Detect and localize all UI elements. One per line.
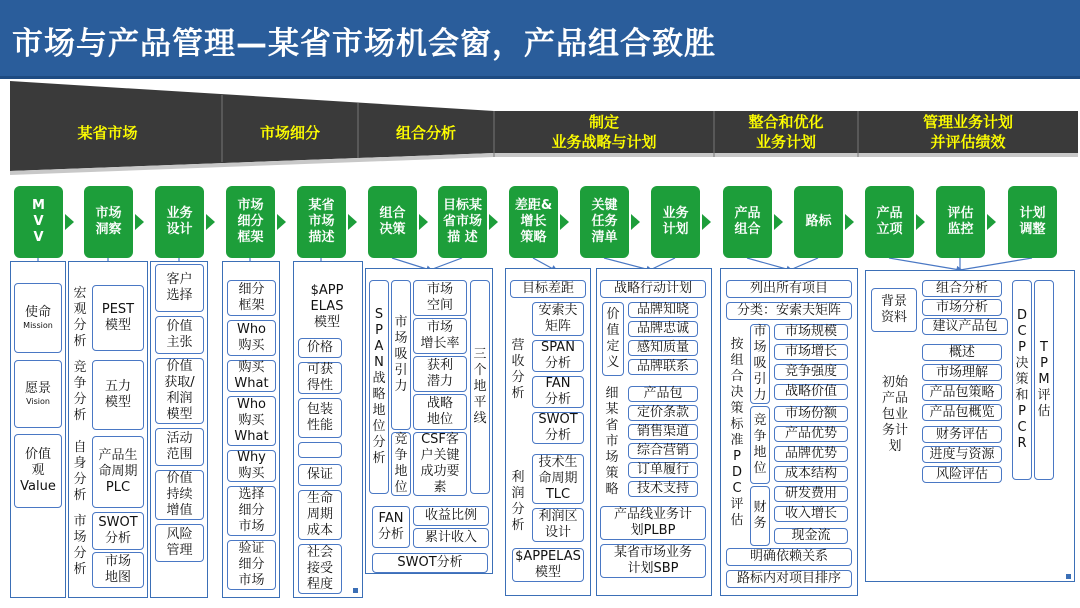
phase-label-5: 整合和优化 业务计划 bbox=[748, 113, 824, 151]
manage-market-analysis: 市场分析 bbox=[922, 299, 1002, 316]
fan-growth: FAN 分析 bbox=[532, 376, 584, 408]
step-market-description: 某省 市场 描述 bbox=[297, 186, 346, 258]
list-all-projects: 列出所有项目 bbox=[726, 280, 852, 298]
value-definition: 价 值 定 义 bbox=[602, 302, 624, 376]
page-title: 市场与产品管理—某省市场机会窗，产品组合致胜 bbox=[12, 26, 716, 62]
plc-model: 产品生 命周期 PLC bbox=[92, 436, 144, 508]
product-package: 产品包 bbox=[628, 386, 698, 402]
brand-association: 品牌联系 bbox=[628, 359, 698, 375]
design-value-capture: 价值 获取/ 利润 模型 bbox=[155, 358, 204, 424]
attract-strategic-position: 战略 地位 bbox=[413, 394, 467, 430]
project-ordering: 路标内对项目排序 bbox=[726, 570, 852, 588]
profit-ratio: 收益比例 bbox=[413, 506, 489, 526]
step-portfolio-decision: 组合 决策 bbox=[368, 186, 417, 258]
span-analysis: S P A N 战 略 地 位 分 析 bbox=[369, 280, 389, 494]
profit-analysis: 利 润 分 析 bbox=[511, 470, 525, 533]
step-arrow bbox=[702, 214, 711, 230]
describe-availability: 可获 得性 bbox=[298, 362, 342, 394]
plbp-plan: 产品线业务计 划PLBP bbox=[600, 506, 706, 540]
initial-product-plan: 初始 产品 包业 务计 划 bbox=[881, 375, 908, 454]
strategic-action-plan: 战略行动计划 bbox=[600, 280, 706, 298]
describe-packaging: 包装 性能 bbox=[298, 398, 342, 438]
step-roadmap: 路标 bbox=[794, 186, 843, 258]
step-arrow bbox=[135, 214, 144, 230]
fan-analysis: FAN 分析 bbox=[372, 506, 410, 548]
rm-market-growth: 市场增长 bbox=[774, 344, 848, 360]
rm-revenue-growth: 收入增长 bbox=[774, 506, 848, 522]
rm-strategic-value: 战略价值 bbox=[774, 384, 848, 400]
describe-assurance: 保证 bbox=[298, 464, 342, 486]
describe-social-acceptance: 社会 接受 程度 bbox=[298, 544, 342, 594]
brand-awareness: 品牌知晓 bbox=[628, 302, 698, 318]
step-target-market: 目标某 省市场 描 述 bbox=[438, 186, 487, 258]
attract-market-space: 市场 空间 bbox=[413, 280, 467, 316]
segment-why-buy: Why 购买 bbox=[227, 450, 276, 482]
manage-financial-evaluation: 财务评估 bbox=[922, 426, 1002, 443]
phase-label-1: 某省市场 bbox=[77, 124, 138, 142]
tlc-model: 技术生 命周期 TLC bbox=[532, 454, 584, 504]
step-market-insight: 市场 洞察 bbox=[84, 186, 133, 258]
market-map: 市场 地图 bbox=[92, 552, 144, 588]
phase-label-6: 管理业务计划 并评估绩效 bbox=[922, 113, 1013, 151]
classify-ansoff: 分类：安索夫矩阵 bbox=[726, 302, 852, 320]
competitive-position: 竞 争 地 位 bbox=[391, 432, 411, 496]
span-growth: SPAN 分析 bbox=[532, 340, 584, 372]
manage-market-understanding: 市场理解 bbox=[922, 364, 1002, 381]
step-mvv: M V V bbox=[14, 186, 63, 258]
csf-factors: CSF客 户关键 成功要 素 bbox=[413, 432, 467, 496]
target-gap: 目标差距 bbox=[510, 280, 586, 298]
manage-schedule-resources: 进度与资源 bbox=[922, 446, 1002, 463]
sales-channel: 销售渠道 bbox=[628, 424, 698, 440]
step-arrow bbox=[631, 214, 640, 230]
rm-brand-advantage: 品牌优势 bbox=[774, 446, 848, 462]
step-arrow bbox=[206, 214, 215, 230]
swot-analysis: SWOT 分析 bbox=[92, 512, 144, 550]
step-arrow bbox=[348, 214, 357, 230]
vision-label: 愿景 bbox=[24, 381, 51, 396]
rm-market-share: 市场份额 bbox=[774, 406, 848, 422]
background-materials: 背景 资料 bbox=[871, 288, 917, 332]
roadmap-competitive: 竞 争 地 位 bbox=[750, 406, 770, 484]
appelas-model: $APP ELAS 模型 bbox=[310, 283, 344, 330]
phase-label-3: 组合分析 bbox=[395, 124, 456, 142]
step-arrow bbox=[987, 214, 996, 230]
roadmap-attractiveness: 市 场 吸 引 力 bbox=[750, 324, 770, 404]
insight-market: 市 场 分 析 bbox=[73, 514, 87, 577]
mission-label: 使命 bbox=[24, 305, 51, 320]
rm-product-advantage: 产品优势 bbox=[774, 426, 848, 442]
ansoff-matrix: 安索夫 矩阵 bbox=[532, 302, 584, 336]
manage-risk-evaluation: 风险评估 bbox=[922, 466, 1002, 483]
attract-market-growth: 市场 增长率 bbox=[413, 318, 467, 354]
step-product-portfolio: 产品 组合 bbox=[723, 186, 772, 258]
mvv-mission bbox=[14, 283, 62, 353]
design-customer-selection: 客户 选择 bbox=[155, 264, 204, 312]
segment-buy-what: 购买 What bbox=[227, 360, 276, 392]
step-plan-adjust: 计划 调整 bbox=[1008, 186, 1057, 258]
segment-framework: 细分 框架 bbox=[227, 280, 276, 316]
step-key-tasks: 关键 任务 清单 bbox=[580, 186, 629, 258]
value-label-en: Value bbox=[20, 479, 56, 494]
design-activity-scope: 活动 范围 bbox=[155, 428, 204, 466]
manage-suggest-package: 建议产品包 bbox=[922, 318, 1008, 335]
rm-cash-flow: 现金流 bbox=[774, 528, 848, 544]
value-label: 价值 观 bbox=[24, 447, 51, 478]
mvv-vision bbox=[14, 360, 62, 428]
step-evaluate-monitor: 评估 监控 bbox=[936, 186, 985, 258]
design-risk-management: 风险 管理 bbox=[155, 524, 204, 562]
manage-package-overview: 产品包概览 bbox=[922, 404, 1002, 421]
step-business-design: 业务 设计 bbox=[155, 186, 204, 258]
step-gap-growth: 差距& 增长 策略 bbox=[509, 186, 558, 258]
step-arrow bbox=[419, 214, 428, 230]
describe-blank bbox=[298, 442, 342, 458]
step-arrow bbox=[560, 214, 569, 230]
attract-profit-potential: 获利 潜力 bbox=[413, 356, 467, 392]
portfolio-swot: SWOT分析 bbox=[372, 553, 488, 573]
manage-package-strategy: 产品包策略 bbox=[922, 384, 1002, 401]
segment-who-buys: Who 购买 bbox=[227, 320, 276, 356]
segment-who-buys-what: Who 购买 What bbox=[227, 396, 276, 446]
manage-portfolio-analysis: 组合分析 bbox=[922, 280, 1002, 297]
title-bar bbox=[0, 0, 1080, 76]
swot-growth: SWOT 分析 bbox=[532, 412, 584, 444]
step-product-initiation: 产品 立项 bbox=[865, 186, 914, 258]
brand-loyalty: 品牌忠诚 bbox=[628, 321, 698, 337]
cumulative-income: 累计收入 bbox=[413, 528, 489, 548]
step-segment-framework: 市场 细分 框架 bbox=[226, 186, 275, 258]
perceived-quality: 感知质量 bbox=[628, 340, 698, 356]
step-arrow bbox=[774, 214, 783, 230]
market-attractiveness: 市 场 吸 引 力 bbox=[391, 280, 411, 430]
insight-self: 自 身 分 析 bbox=[73, 440, 87, 503]
rm-cost-structure: 成本结构 bbox=[774, 466, 848, 482]
step-arrow bbox=[65, 214, 74, 230]
segment-select: 选择 细分 市场 bbox=[227, 486, 276, 536]
phase-label-2: 市场细分 bbox=[259, 124, 320, 142]
dcp-pcr: D C P 决 策 和 P C R bbox=[1012, 280, 1032, 480]
pdc-evaluation: 按 组 合 决 策 标 准 P D C 评 估 bbox=[730, 337, 744, 528]
technical-support: 技术支持 bbox=[628, 481, 698, 497]
describe-price: 价格 bbox=[298, 338, 342, 358]
step-arrow bbox=[845, 214, 854, 230]
step-business-plan: 业务 计划 bbox=[651, 186, 700, 258]
design-value-proposition: 价值 主张 bbox=[155, 316, 204, 354]
dependency: 明确依赖关系 bbox=[726, 548, 852, 566]
order-fulfillment: 订单履行 bbox=[628, 462, 698, 478]
revenue-analysis: 营 收 分 析 bbox=[511, 338, 525, 401]
describe-lifecycle-cost: 生命 周期 成本 bbox=[298, 490, 342, 540]
vision-label-en: Vision bbox=[26, 397, 50, 406]
pricing-terms: 定价条款 bbox=[628, 405, 698, 421]
insight-macro: 宏 观 分 析 bbox=[73, 286, 87, 349]
manage-overview: 概述 bbox=[922, 344, 1002, 361]
step-arrow bbox=[277, 214, 286, 230]
rm-rd-expense: 研发费用 bbox=[774, 486, 848, 502]
rm-competition-intensity: 竞争强度 bbox=[774, 364, 848, 380]
rm-market-size: 市场规模 bbox=[774, 324, 848, 340]
roadmap-finance: 财 务 bbox=[750, 486, 770, 546]
five-forces-model: 五力 模型 bbox=[92, 360, 144, 430]
design-value-sustain: 价值 持续 增值 bbox=[155, 470, 204, 520]
step-arrow bbox=[916, 214, 925, 230]
step-arrow bbox=[489, 214, 498, 230]
phase-label-4: 制定 业务战略与计划 bbox=[551, 113, 657, 151]
pest-model: PEST 模型 bbox=[92, 285, 144, 351]
tpm-evaluation: T P M 评 估 bbox=[1034, 280, 1054, 480]
segment-validate: 验证 细分 市场 bbox=[227, 540, 276, 590]
profit-zone-design: 利润区 设计 bbox=[532, 508, 584, 542]
appelas-gap: $APPELAS 模型 bbox=[512, 548, 584, 582]
segment-market-strategy: 细 某 省 市 场 策 略 bbox=[605, 386, 619, 497]
integrated-marketing: 综合营销 bbox=[628, 443, 698, 459]
sbp-plan: 某省市场业务 计划SBP bbox=[600, 544, 706, 578]
insight-competition: 竞 争 分 析 bbox=[73, 360, 87, 423]
mvv-value bbox=[14, 434, 62, 508]
three-horizons: 三 个 地 平 线 bbox=[470, 280, 490, 494]
mission-label-en: Mission bbox=[23, 321, 53, 330]
